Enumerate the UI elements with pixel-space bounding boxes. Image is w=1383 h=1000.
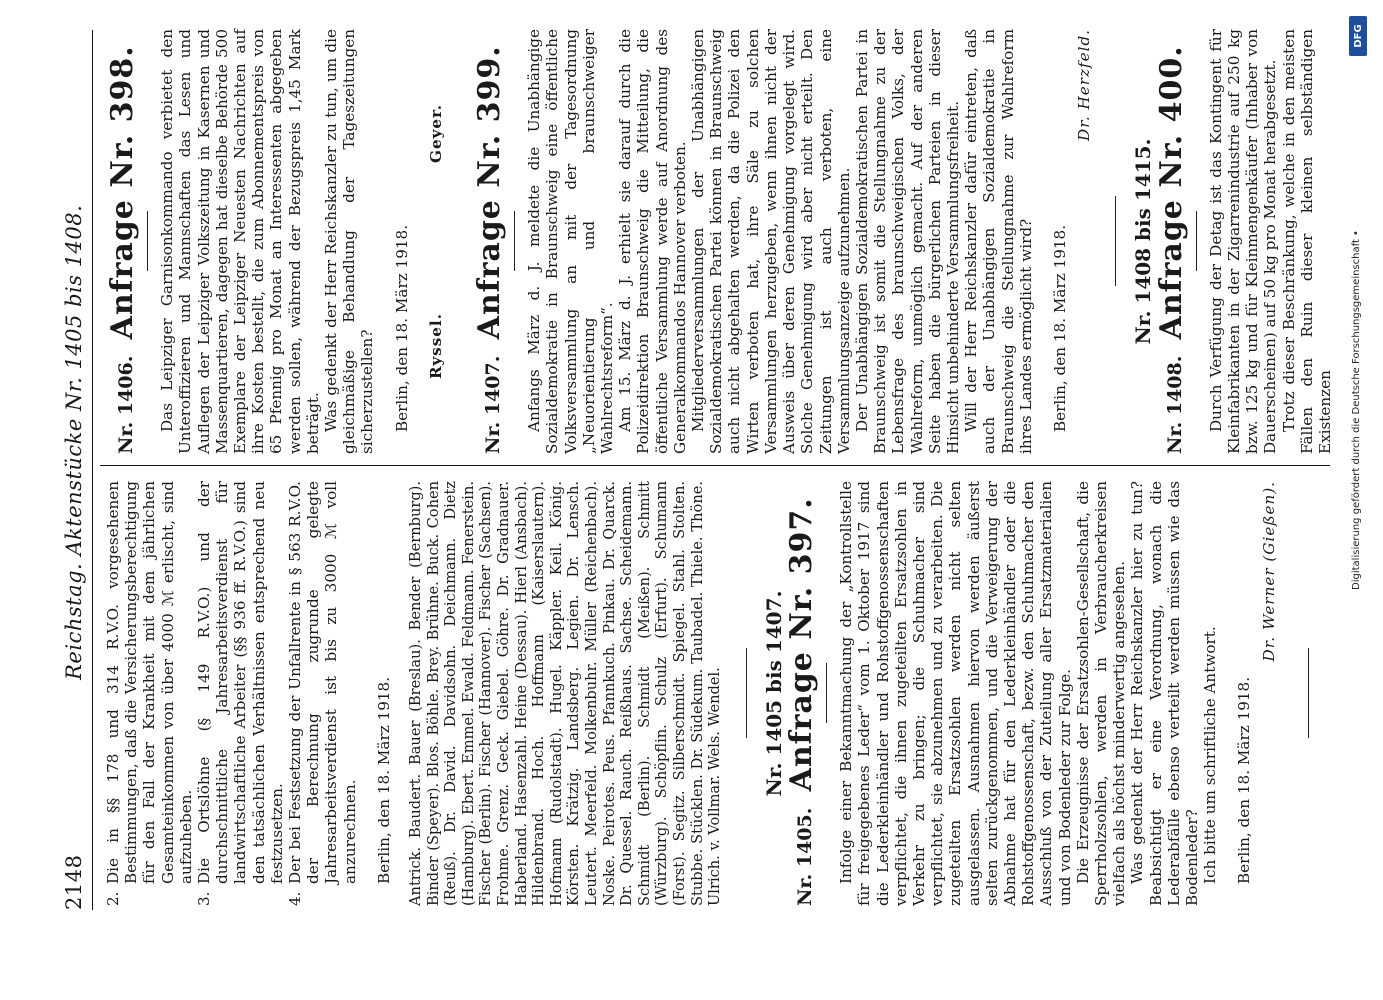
item-number: 3. xyxy=(195,891,214,906)
paragraph: Anfangs März d. J. meldete die Unabhängige Sozialdemokratie in Braunschweig eine öffentliche Volksversammlung an mit der Tagesordnung „Neuorientierung und braunschweiger Wahlrechtsreform“. xyxy=(525,29,617,454)
paragraph: Die Erzeugnisse der Ersatzsohlen-Gesellschaft, die Sperrholzsohlen, werden in Verbraucherkreisen vielfach als höchst minderwertig angesehen. xyxy=(1073,481,1129,906)
list-item xyxy=(195,481,286,906)
document-number: Nr. 1405. xyxy=(793,807,816,906)
anfrage-title: Anfrage Nr. 400. xyxy=(1153,45,1189,340)
column-divider xyxy=(100,465,1330,466)
item-text: Die in §§ 178 und 314 R.V.O. vorgesehenen Bestimmungen, daß die Versicherungsberechtigung für den Fall der Krankheit mit dem jährlichen Gesamteinkommen von über 4000 ℳ erlischt, sind aufzuheben. xyxy=(104,481,195,884)
item-number: 4. xyxy=(286,891,305,906)
section-rule xyxy=(1196,212,1197,272)
paragraph: Was gedenkt der Herr Reichskanzler hier zu tun? Beabsichtigt er eine Verordnung, wonach die Lederabfälle ebenso verteilt werden müssen wie das Bodenleder? xyxy=(1128,481,1201,906)
dfg-logo: DFG xyxy=(1349,16,1367,56)
section-rule xyxy=(826,664,827,724)
section-rule xyxy=(1308,649,1309,739)
section-rule xyxy=(147,212,148,272)
page-header xyxy=(40,30,86,910)
signature: Geyer. xyxy=(426,104,445,164)
signature: Ryssel. xyxy=(426,313,445,380)
document-number: Nr. 1406. xyxy=(115,355,137,454)
signature: Dr. Herzfeld. xyxy=(1075,29,1094,141)
anfrage-title: Anfrage Nr. 397. xyxy=(783,497,819,792)
anfrage-title: Anfrage Nr. 399. xyxy=(472,45,508,340)
section-range-title: Nr. 1405 bis 1407. xyxy=(761,590,786,797)
paragraph: Durch Verfügung der Detag ist das Kontingent für Kleinfabrikanten in der Zigarrenindustrie auf 250 kg bzw. 125 kg und für Kleinmengenkäufer (Inhaber von Dauerscheinen) auf 50 kg pro Monat herabgesetzt. xyxy=(1206,29,1280,454)
signatures xyxy=(427,29,445,454)
anfrage-heading xyxy=(105,29,140,454)
paragraph: Das Leipziger Garnisonkommando verbietet den Unteroffizieren und Mannschaften das Lesen und Auflegen der Leipziger Volkszeitung in Kasernen und Massenquartieren, dagegen hat dieselbe Behörde 500 Exemplare der Leipziger Neuesten Nachrichten auf ihre Kosten bestellt, die zum Abonnementspreis von 65 Pfennig pro Monat an Interessenten abgegeben werden sollen, während der Bezugspreis 1,45 Mark beträgt. xyxy=(158,29,322,454)
paragraph: Ich bitte um schriftliche Antwort. xyxy=(1201,626,1220,884)
signature: Dr. Werner (Gießen). xyxy=(1259,481,1278,662)
paragraph: Mitgliederversammlungen der Unabhängigen Sozialdemokratischen Partei können in Braunschweig auch nicht abgehalten werden, da die Polizei den Wirten verboten hat, ihre Säle zu solchen Versammlungen herzugeben, wenn ihnen nicht der Ausweis über deren Genehmigung vorgelegt wird. Solche Genehmigung wird aber nicht erteilt. Den Zeitungen ist auch verboten, eine Versammlungsanzeige aufzunehmen. xyxy=(689,29,853,454)
paragraph: Der Unabhängigen Sozialdemokratischen Partei in Braunschweig ist somit die Stellungnahme zu der Lebensfrage des braunschweigischen Volks, der Wahlreform, unmöglich gemacht. Auf der anderen Seite haben die bürgerlichen Parteien in dieser Hinsicht unbehinderte Versammlungsfreiheit. xyxy=(852,29,962,454)
anfrage-title: Anfrage Nr. 398. xyxy=(105,45,140,340)
item-number: 2. xyxy=(104,891,122,906)
paragraph: Am 15. März d. J. erhielt sie darauf durch die Polizeidirektion Braunschweig die Mitteilung, die öffentliche Versammlung werde auf Anordnung des Generalkommandos Hannover verboten. xyxy=(616,29,689,454)
digitization-credit: Digitalisierung gefördert durch die Deutsche Forschungsgemeinschaft • xyxy=(1351,230,1362,590)
paragraph: Will der Herr Reichskanzler dafür eintreten, daß auch der Unabhängigen Sozialdemokratie in Braunschweig die Stellungnahme zur Wahlreform ihres Landes ermöglicht wird? xyxy=(962,29,1035,454)
paragraph: Infolge einer Bekanntmachung der „Kontrollstelle für freigegebenes Leder“ vom 1. Oktober 1917 sind die Lederkleinhändler und Rohstoffgenossenschaften verpflichtet, die ihnen zugeteilten Ersatzsohlen in Verkehr zu bringen; die Schuhmacher sind verpflichtet, sie abzunehmen und zu verarbeiten. Die zugeteilten Ersatzsohlen werden nicht selten ausgelassen. Ausnahmen hiervon werden äußerst selten zurückgenommen, und die Verweigerung der Abnahme hat für den Lederkleinhändler oder die Rohstoffgenossenschaft, bezw. den Schuhmacher den Ausschluß von der Zuteilung aller Ersatzmaterialien und von Bodenleder zur Folge. xyxy=(837,481,1074,906)
section-rule xyxy=(514,212,515,272)
left-column xyxy=(104,481,1327,906)
date-line: Berlin, den 18. März 1918. xyxy=(392,224,411,432)
running-title: Reichstag. Aktenstücke Nr. 1405 bis 1408. xyxy=(62,204,86,680)
anfrage-heading xyxy=(472,29,508,454)
paragraph: Trotz dieser Beschränkung, welche in den meisten Fällen den Ruin dieser kleinen selbständigen Existenzen xyxy=(1279,29,1334,454)
item-text: Der bei Festsetzung der Unfallrente in § 563 R.V.O. der Berechnung zugrunde gelegte Jahresarbeitsverdienst ist bis zu 3000 ℳ voll anzurechnen. xyxy=(286,481,359,884)
anfrage-heading xyxy=(1153,29,1189,454)
date-line: Berlin, den 18. März 1918. xyxy=(1235,676,1254,884)
header-rule xyxy=(92,30,93,910)
list-item xyxy=(104,481,195,906)
section-rule xyxy=(746,649,747,739)
section-range-title: Nr. 1408 bis 1415. xyxy=(1131,138,1156,345)
page-number: 2148 xyxy=(62,854,86,910)
section-rule xyxy=(1115,197,1116,287)
paragraph: Was gedenkt der Herr Reichskanzler zu tun, um die gleichmäßige Behandlung der Tageszeitungen sicherzustellen? xyxy=(322,29,377,454)
date-line: Berlin, den 18. März 1918. xyxy=(374,676,393,884)
list-item xyxy=(286,481,359,906)
document-number: Nr. 1407. xyxy=(482,355,505,454)
item-text: Die Ortslöhne (§ 149 R.V.O.) und der durchschnittliche Jahresarbeitsverdienst für landwirtschaftliche Arbeiter (§§ 936 ff. R.V.O.) sind den tatsächlichen Verhältnissen entsprechend neu festzusetzen. xyxy=(195,481,286,884)
date-line: Berlin, den 18. März 1918. xyxy=(1050,224,1069,432)
signatory-list: Antrick. Baudert. Bauer (Breslau). Bender (Bernburg). Binder (Speyer). Blos. Böhle. Brey. Brühne. Buck. Cohen (Reuß). Dr. David. Davidsohn. Deichmann. Dietz (Hamburg). Ebert. Emmel. Ewald. Feldmann. Fenerstein. Fischer (Berlin). Fischer (Hannover). Fischer (Sachsen). Frohme. Grenz. Geck. Giebel. Göhre. Dr. Gradnauer. Haberland. Hasenzahl. Heine (Dessau). Hierl (Ansbach). Hildenbrand. Hoch. Hoffmann (Kaiserslautern). Hofmann (Rudolstadt). Hugel. Käppler. Keil. König. Körsten. Krätzig. Landsberg. Legien. Dr. Lensch. Leutert. Meerfeld. Molkenbuhr. Müller (Reichenbach). Noske. Peirotes. Peus. Pfannkuch. Pinkau. Dr. Quarck. Dr. Quessel. Rauch. Reißhaus. Sachse. Scheidemann. Schmidt (Berlin). Schmidt (Meißen). Schmitt (Würzburg). Schöpflin. Schulz (Erfurt). Schumann (Forst). Segitz. Silberschmidt. Spiegel. Stahl. Stolten. Stubbe. Stücklen. Dr. Südekum. Taubadel. Thiele. Thöne. Ulrich. v. Vollmar. Wels. Wendel. xyxy=(407,481,724,906)
anfrage-heading xyxy=(783,481,819,906)
right-column xyxy=(104,29,1334,454)
document-number: Nr. 1408. xyxy=(1163,355,1186,454)
